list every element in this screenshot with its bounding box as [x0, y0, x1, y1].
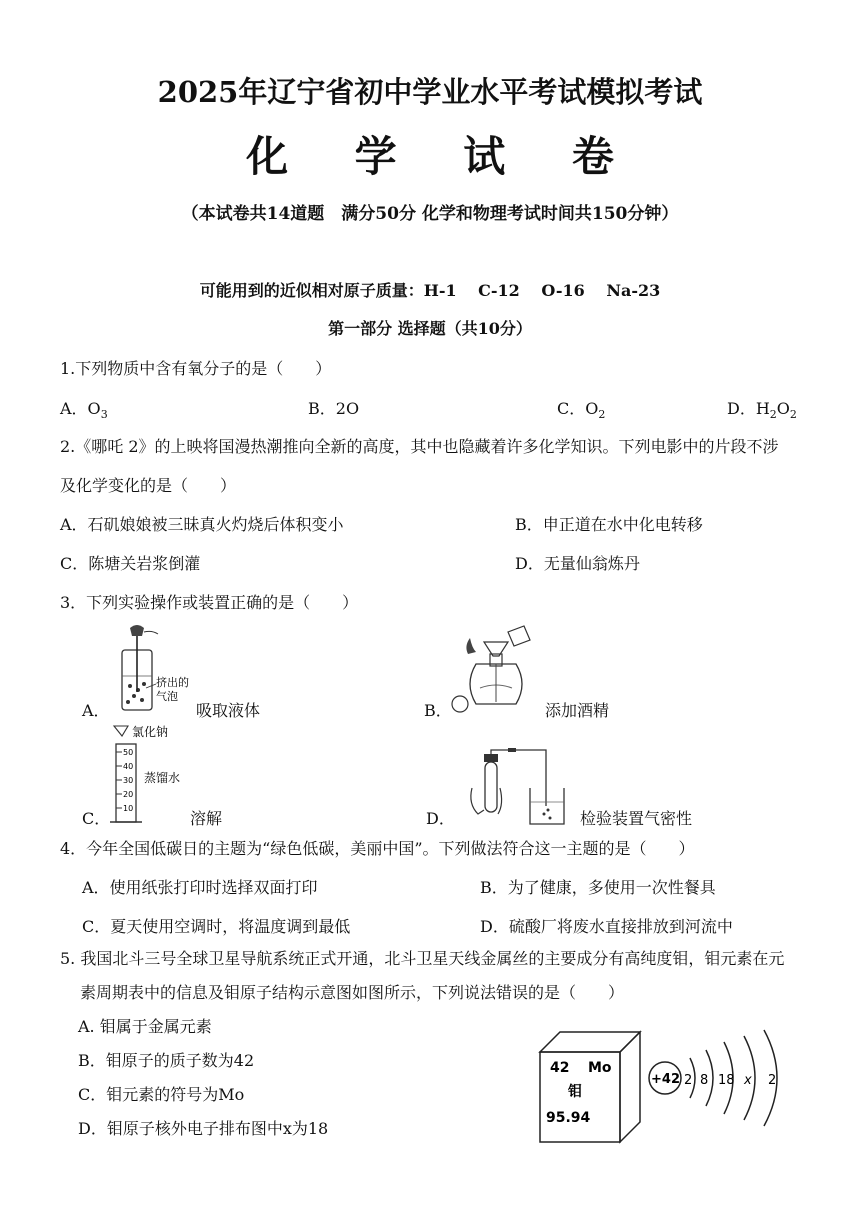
- q5-option-c: C．钼元素的符号为Mo: [78, 1085, 245, 1104]
- shell-electrons: x: [744, 1073, 752, 1088]
- shell-electrons: 18: [718, 1073, 735, 1088]
- q1-option-b: B．2O: [308, 399, 360, 418]
- alcohol-lamp-figure: [446, 624, 538, 716]
- element-symbol: Mo: [588, 1060, 612, 1076]
- q3-option-b-letter: B．: [424, 701, 452, 720]
- element-name: 钼: [568, 1084, 582, 1100]
- q3-option-b-text: 添加酒精: [545, 701, 610, 720]
- q2-option-d: D．无量仙翁炼丹: [515, 554, 640, 573]
- q3-option-d-text: 检验装置气密性: [580, 809, 693, 828]
- q3-option-a-text: 吸取液体: [196, 701, 261, 720]
- q1-option-d: D．$H_2O_2$: [727, 399, 797, 422]
- q2-option-a: A．石矶娘娘被三昧真火灼烧后体积变小: [60, 515, 344, 534]
- q1-stem: 1.下列物质中含有氧分子的是（ ）: [60, 359, 332, 378]
- q2-stem-line1: 2.《哪吒 2》的上映将国漫热潮推向全新的高度，其中也隐藏着许多化学知识。下列电影中的片段不涉: [60, 437, 779, 456]
- q3-option-c-text: 溶解: [190, 809, 223, 828]
- q4-stem: 4．今年全国低碳日的主题为“绿色低碳，美丽中国”。下列做法符合这一主题的是（ ）: [60, 839, 695, 858]
- tick-label: 10: [123, 804, 134, 813]
- q1-option-a: A．$O_3$: [60, 399, 108, 422]
- q3-option-a-letter: A．: [82, 701, 110, 720]
- exam-subject: 化 学 试 卷: [246, 132, 640, 181]
- tick-label: 30: [123, 776, 134, 785]
- q5-option-d: D．钼原子核外电子排布图中x为18: [78, 1119, 329, 1138]
- q4-option-a: A．使用纸张打印时选择双面打印: [82, 878, 318, 897]
- q2-option-c: C．陈塘关岩浆倒灌: [60, 554, 201, 573]
- q4-option-d: D．硫酸厂将废水直接排放到河流中: [480, 917, 733, 936]
- tick-label: 40: [123, 762, 134, 771]
- q2-stem-line2: 及化学变化的是（ ）: [60, 476, 237, 495]
- shell-electrons: 8: [700, 1073, 709, 1088]
- dropper-bottle-figure: [100, 624, 200, 714]
- q5-stem-line2: 素周期表中的信息及钼原子结构示意图如图所示，下列说法错误的是（ ）: [80, 983, 625, 1002]
- bubble-label-2: 气泡: [156, 690, 178, 703]
- q1-option-c: C．$O_2$: [557, 399, 606, 422]
- exam-title: 2025年辽宁省初中学业水平考试模拟考试: [157, 75, 703, 109]
- exam-info: （本试卷共14道题 满分50分 化学和物理考试时间共150分钟）: [181, 204, 679, 224]
- distilled-water-label: 蒸馏水: [144, 771, 181, 785]
- nucleus-charge: +42: [651, 1072, 680, 1087]
- q4-option-b: B．为了健康，多使用一次性餐具: [480, 878, 716, 897]
- shell-electrons: 2: [684, 1073, 693, 1088]
- graduated-cylinder-figure: [108, 722, 196, 828]
- airtightness-test-figure: [464, 748, 574, 828]
- atomic-mass: 95.94: [546, 1110, 591, 1126]
- q5-stem-line1: 5. 我国北斗三号全球卫星导航系统正式开通，北斗卫星天线金属丝的主要成分有高纯度钼，钼元素在元: [60, 949, 785, 968]
- atomic-number: 42: [550, 1060, 570, 1076]
- q3-option-c-letter: C．: [82, 809, 111, 828]
- sodium-chloride-label: 氯化钠: [132, 725, 169, 739]
- tick-label: 50: [123, 748, 134, 757]
- molybdenum-figure: [530, 1018, 820, 1154]
- q4-option-c: C．夏天使用空调时，将温度调到最低: [82, 917, 351, 936]
- q5-option-a: A. 钼属于金属元素: [78, 1017, 212, 1036]
- tick-label: 20: [123, 790, 134, 799]
- atomic-mass-note: 可能用到的近似相对原子质量：H-1 C-12 O-16 Na-23: [199, 281, 661, 300]
- q2-option-b: B．申正道在水中化电转移: [515, 515, 703, 534]
- bubble-label-1: 挤出的: [156, 676, 189, 689]
- part-one-heading: 第一部分 选择题（共10分）: [328, 319, 532, 338]
- q3-option-d-letter: D．: [426, 809, 455, 828]
- q5-option-b: B．钼原子的质子数为42: [78, 1051, 255, 1070]
- shell-electrons: 2: [768, 1073, 777, 1088]
- q3-stem: 3．下列实验操作或装置正确的是（ ）: [60, 593, 359, 612]
